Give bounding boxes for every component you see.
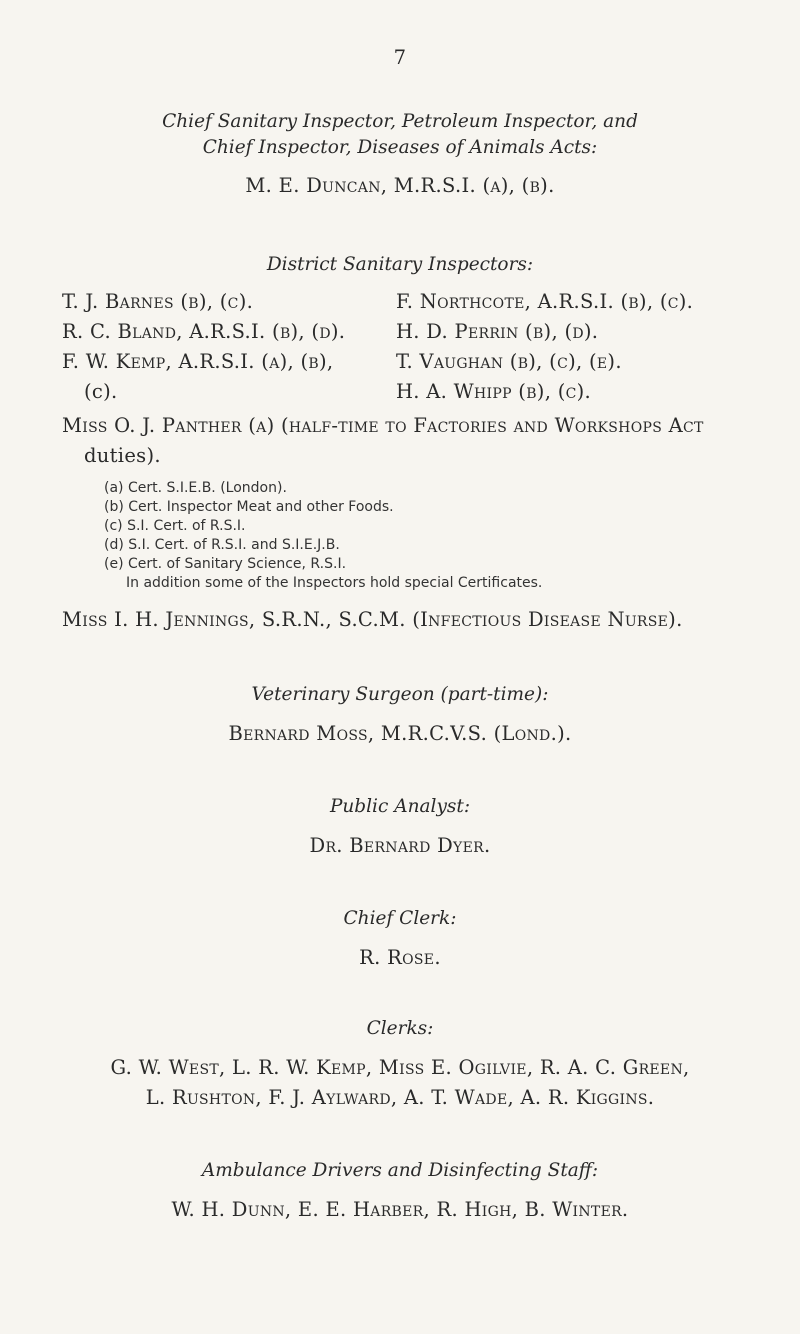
note-c: (c) S.I. Cert. of R.S.I. bbox=[104, 518, 246, 534]
clerks-heading: Clerks: bbox=[366, 1018, 434, 1039]
clerks-line2: L. Rushton, F. J. Aylward, A. T. Wade, A. R. Kiggins. bbox=[145, 1086, 655, 1109]
district-heading: District Sanitary Inspectors: bbox=[266, 254, 534, 275]
analyst-name: Dr. Bernard Dyer. bbox=[309, 834, 491, 857]
clerks-line1: G. W. West, L. R. W. Kemp, Miss E. Ogilvie, R. A. C. Green, bbox=[110, 1056, 690, 1079]
district-left-2: R. C. Bland, A.R.S.I. (b), (d). bbox=[62, 320, 346, 343]
district-right-2: H. D. Perrin (b), (d). bbox=[396, 320, 599, 343]
page-number: 7 bbox=[393, 46, 407, 69]
chief-clerk-heading: Chief Clerk: bbox=[343, 908, 457, 929]
jennings-line: Miss I. H. Jennings, S.R.N., S.C.M. (Infectious Disease Nurse). bbox=[62, 608, 683, 631]
panther-line2: duties). bbox=[84, 444, 161, 467]
ambulance-names: W. H. Dunn, E. E. Harber, R. High, B. Winter. bbox=[171, 1198, 629, 1221]
analyst-heading: Public Analyst: bbox=[329, 796, 471, 817]
notes-addition: In addition some of the Inspectors hold special Certificates. bbox=[126, 575, 543, 591]
chief-name: M. E. Duncan, M.R.S.I. (a), (b). bbox=[245, 174, 555, 197]
ambulance-heading: Ambulance Drivers and Disinfecting Staff: bbox=[201, 1160, 599, 1181]
note-b: (b) Cert. Inspector Meat and other Foods. bbox=[104, 499, 394, 515]
chief-clerk-name: R. Rose. bbox=[359, 946, 441, 969]
note-a: (a) Cert. S.I.E.B. (London). bbox=[104, 480, 287, 496]
district-right-3: T. Vaughan (b), (c), (e). bbox=[396, 350, 622, 373]
note-d: (d) S.I. Cert. of R.S.I. and S.I.E.J.B. bbox=[104, 537, 340, 553]
panther-line1: Miss O. J. Panther (a) (half-time to Factories and Workshops Act bbox=[62, 414, 704, 437]
district-left-1: T. J. Barnes (b), (c). bbox=[62, 290, 254, 313]
district-left-3: F. W. Kemp, A.R.S.I. (a), (b), bbox=[62, 350, 334, 373]
chief-title-line1: Chief Sanitary Inspector, Petroleum Inspector, and bbox=[162, 111, 638, 132]
district-right-1: F. Northcote, A.R.S.I. (b), (c). bbox=[396, 290, 694, 313]
district-left-4: (c). bbox=[84, 380, 118, 403]
vet-heading: Veterinary Surgeon (part-time): bbox=[251, 684, 549, 705]
chief-title-line2: Chief Inspector, Diseases of Animals Acts: bbox=[202, 137, 598, 158]
district-right-4: H. A. Whipp (b), (c). bbox=[396, 380, 592, 403]
vet-name: Bernard Moss, M.R.C.V.S. (Lond.). bbox=[228, 722, 572, 745]
note-e: (e) Cert. of Sanitary Science, R.S.I. bbox=[104, 556, 347, 572]
